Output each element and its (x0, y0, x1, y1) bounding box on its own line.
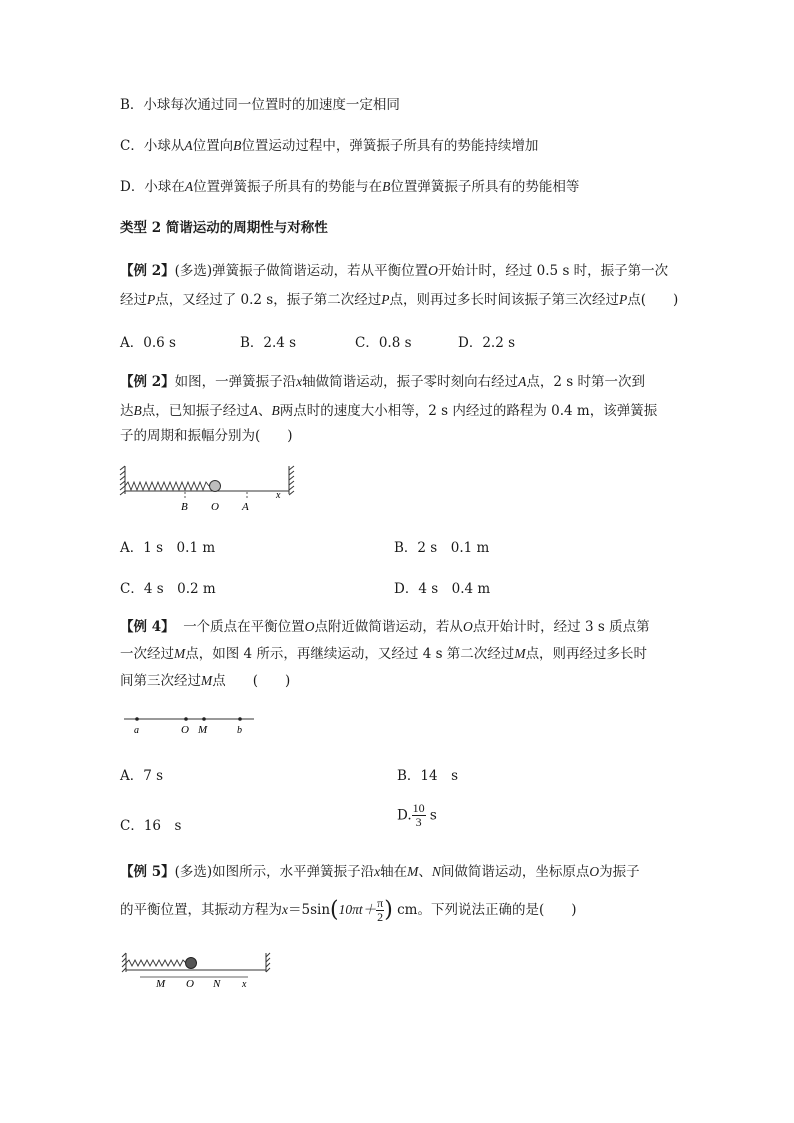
label-a: A (242, 501, 249, 513)
ex2b-option-d: D．4 s 0.4 m (394, 581, 491, 597)
label-n: N (213, 978, 221, 990)
spring (126, 960, 186, 966)
ex4-line-figure (122, 712, 257, 738)
ex2a-option-d: D．2.2 s (458, 335, 516, 351)
option-d-prev: D．小球在A位置弹簧振子所具有的势能与在B位置弹簧振子所具有的势能相等 (120, 179, 580, 195)
point-b (238, 717, 242, 721)
ball (186, 958, 197, 969)
right-wall (266, 953, 270, 972)
fraction-ten-thirds: $\frac{10}{3}$ (412, 801, 425, 829)
label-a: a (134, 725, 139, 736)
label-o: O (186, 978, 194, 990)
section-title: 类型 2 简谐运动的周期性与对称性 (120, 220, 328, 236)
ex5-line-2: 的平衡位置，其振动方程为x＝5sin(10πt＋ $\frac{\pi}{2}$ ) cm。下列说法正确的是( ) (120, 896, 577, 924)
option-b-prev: B．小球每次通过同一位置时的加速度一定相同 (120, 97, 400, 113)
ex4-option-c: C．16 s (120, 818, 182, 834)
ex2b-spring-figure (118, 464, 298, 514)
ex5-spring-figure (120, 950, 275, 992)
ex4-option-a: A．7 s (120, 768, 164, 784)
label-b: b (237, 725, 242, 736)
ex4-line-1: 【例 4】 一个质点在平衡位置O点附近做简谐运动，若从O点开始计时，经过 3 s 质点第 (120, 619, 650, 635)
ex2a-option-c: C．0.8 s (355, 335, 412, 351)
ex4-option-b: B．14 s (397, 768, 459, 784)
spring (125, 482, 209, 490)
left-wall (122, 953, 126, 972)
ex2b-option-c: C．4 s 0.2 m (120, 581, 216, 597)
ex4-line-3: 间第三次经过M点 ( ) (120, 673, 291, 689)
ex2a-line-2: 经过P点，又经过了 0.2 s，振子第二次经过P点，则再过多长时间该振子第三次经过P点( ) (120, 292, 679, 308)
ex2b-line-1: 【例 2】如图，一弹簧振子沿x轴做简谐运动，振子零时刻向右经过A点，2 s 时第一次到 (120, 374, 645, 390)
left-wall (120, 466, 125, 495)
option-c-prev: C．小球从A位置向B位置运动过程中，弹簧振子所具有的势能持续增加 (120, 138, 539, 154)
point-a (135, 717, 139, 721)
label-m: M (156, 978, 166, 990)
fraction-pi-over-two: $\frac{\pi}{2}$ (377, 896, 384, 924)
ex2b-option-a: A．1 s 0.1 m (120, 540, 216, 556)
label-o: O (211, 501, 219, 513)
ex2b-option-b: B．2 s 0.1 m (394, 540, 490, 556)
ball (210, 481, 221, 492)
label-m: M (198, 724, 208, 736)
label-b: B (181, 501, 188, 513)
label-x: x (276, 490, 281, 501)
ex2a-option-b: B．2.4 s (240, 335, 297, 351)
right-wall (289, 466, 294, 495)
ex5-line-1: 【例 5】(多选)如图所示，水平弹簧振子沿x轴在M、N间做简谐运动，坐标原点O为振子 (120, 864, 640, 880)
label-x: x (242, 979, 247, 990)
point-m (202, 717, 206, 721)
point-o (184, 717, 188, 721)
ex2b-line-3: 子的周期和振幅分别为( ) (120, 428, 293, 444)
ex4-option-d: D. $\frac{10}{3}$ s (397, 801, 437, 829)
ex2b-line-2: 达B点，已知振子经过A、B两点时的速度大小相等，2 s 内经过的路程为 0.4 m，该弹簧振 (120, 403, 658, 419)
ex4-line-2: 一次经过M点，如图 4 所示，再继续运动，又经过 4 s 第二次经过M点，则再经过多长时 (120, 646, 648, 662)
ex2a-line-1: 【例 2】(多选)弹簧振子做简谐运动，若从平衡位置O开始计时，经过 0.5 s 时，振子第一次 (120, 263, 669, 279)
ex2a-option-a: A．0.6 s (120, 335, 176, 351)
label-o: O (181, 724, 189, 736)
